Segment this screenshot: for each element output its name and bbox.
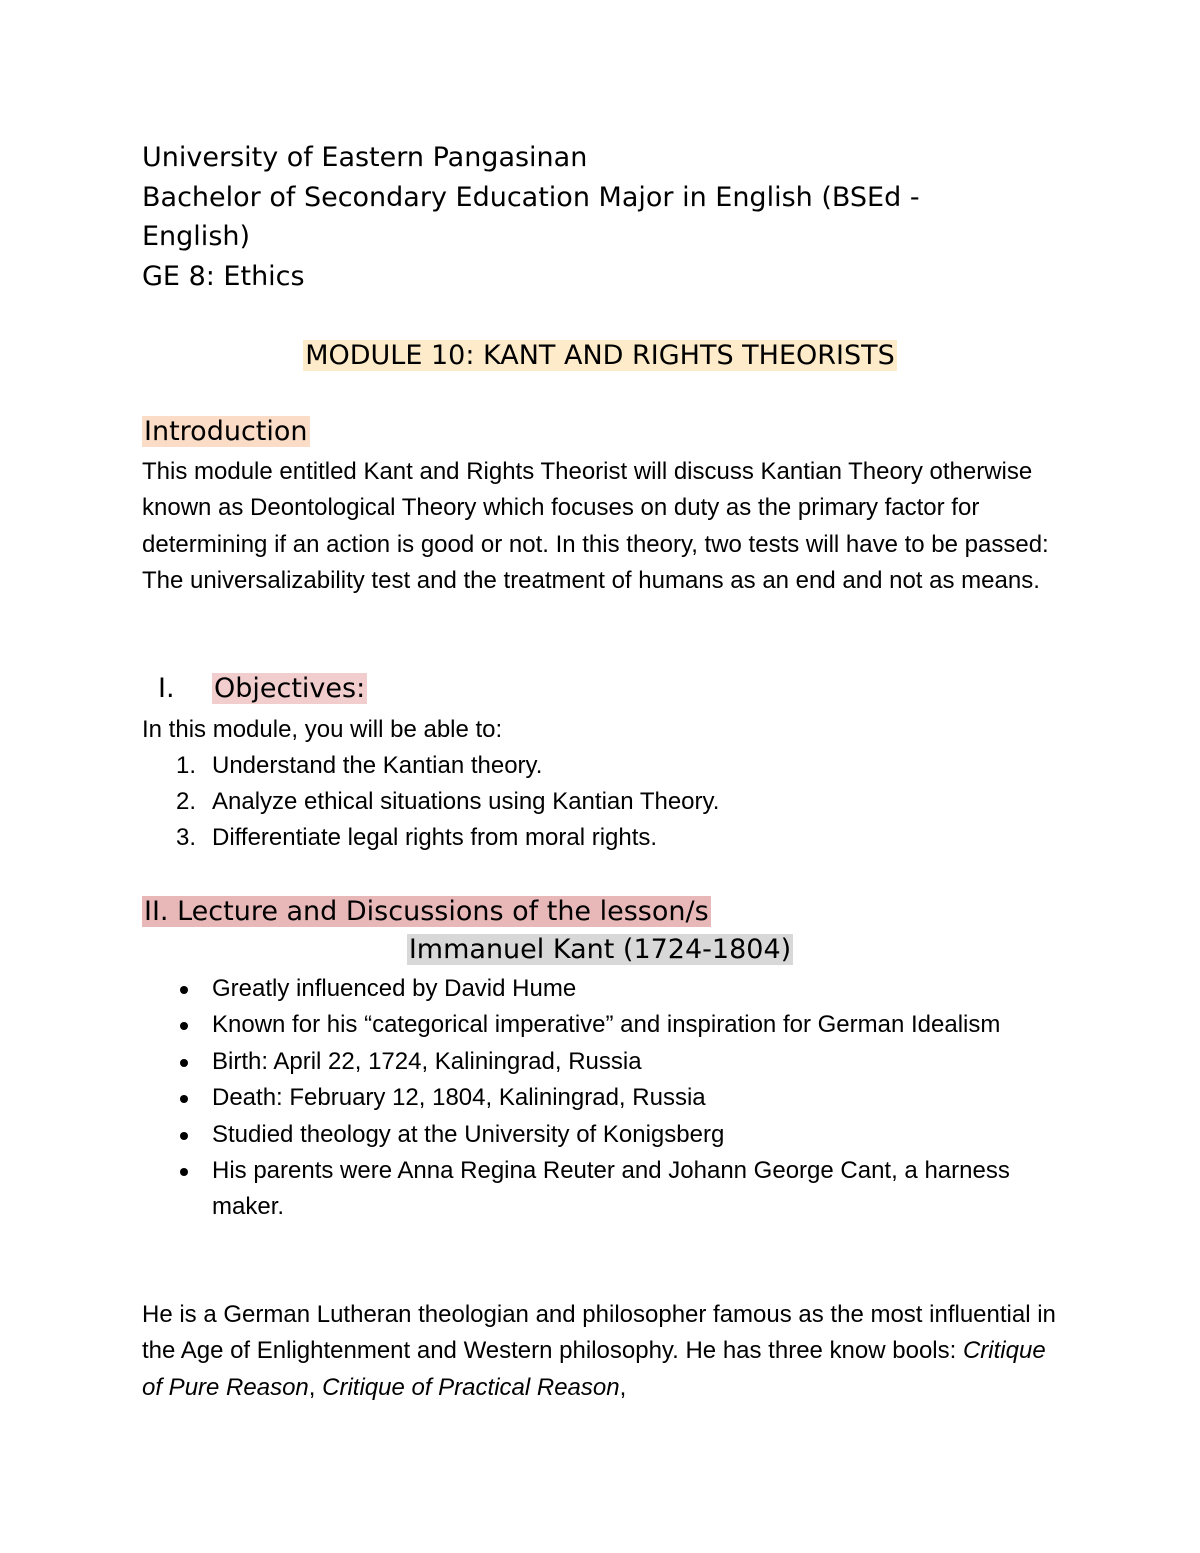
objective-number: 1. bbox=[176, 752, 197, 779]
list-item-text: Birth: April 22, 1724, Kaliningrad, Russia bbox=[212, 1047, 642, 1075]
objectives-heading-row bbox=[142, 670, 1062, 708]
objective-item bbox=[142, 784, 1062, 820]
book-separator: , bbox=[308, 1373, 323, 1401]
list-item-text: His parents were Anna Regina Reuter and Johann George Cant, a harness maker. bbox=[212, 1157, 1010, 1221]
objective-number: 2. bbox=[176, 788, 197, 815]
kant-heading: Immanuel Kant (1724-1804) bbox=[408, 934, 792, 965]
program-line-2: English) bbox=[142, 221, 251, 252]
objectives-list bbox=[142, 748, 1062, 856]
objective-number: 3. bbox=[176, 824, 197, 851]
objective-text: Differentiate legal rights from moral rights. bbox=[212, 824, 658, 851]
module-title: MODULE 10: KANT AND RIGHTS THEORISTS bbox=[305, 340, 895, 371]
list-item bbox=[142, 1117, 1082, 1153]
bullet-icon bbox=[180, 986, 188, 994]
list-item-text: Greatly influenced by David Hume bbox=[212, 975, 577, 1002]
document-header bbox=[142, 138, 1062, 296]
bullet-icon bbox=[180, 1095, 188, 1103]
kant-heading-row bbox=[0, 931, 1200, 969]
introduction-paragraph: This module entitled Kant and Rights Theorist will discuss Kantian Theory otherwise known as Deontological Theory which focuses on duty as the primary factor for determining if an action is good or not. In this theory, two tests will have to be passed: The universalizability test and the treatment of humans as an end and not as means. bbox=[142, 458, 1049, 595]
objectives-heading: Objectives: bbox=[214, 673, 366, 704]
lecture-heading: II. Lecture and Discussions of the lesson/s bbox=[144, 896, 709, 927]
lecture-heading-row bbox=[142, 893, 1062, 931]
list-item bbox=[142, 1080, 1082, 1116]
university-name: University of Eastern Pangasinan bbox=[142, 142, 588, 173]
kant-facts-list bbox=[142, 971, 1062, 1226]
kant-description-paragraph bbox=[142, 1297, 1072, 1406]
module-title-row bbox=[0, 337, 1200, 375]
list-item-text: Death: February 12, 1804, Kaliningrad, Russia bbox=[212, 1084, 706, 1112]
objective-text: Understand the Kantian theory. bbox=[212, 752, 543, 779]
objective-text: Analyze ethical situations using Kantian Theory. bbox=[212, 788, 720, 815]
objectives-intro: In this module, you will be able to: bbox=[142, 716, 503, 743]
list-item bbox=[142, 971, 1082, 1007]
bullet-icon bbox=[180, 1132, 188, 1140]
list-item bbox=[142, 1044, 1082, 1080]
list-item-text: Studied theology at the University of Konigsberg bbox=[212, 1120, 725, 1148]
kant-description-text: He is a German Lutheran theologian and philosopher famous as the most influential in the Age of Enlightenment and Western philosophy. He has three know bools: bbox=[142, 1301, 1056, 1365]
bullet-icon bbox=[180, 1168, 188, 1176]
list-item-text: Known for his “categorical imperative” and inspiration for German Idealism bbox=[212, 1011, 1001, 1039]
book-title-practical-reason: Critique of Practical Reason bbox=[322, 1373, 620, 1401]
introduction-heading-row bbox=[142, 413, 1062, 451]
trailing-comma: , bbox=[619, 1373, 627, 1401]
list-item bbox=[142, 1007, 1082, 1043]
course-title: GE 8: Ethics bbox=[142, 260, 305, 292]
bullet-icon bbox=[180, 1059, 188, 1067]
objectives-numeral: I. bbox=[158, 673, 175, 704]
objective-item bbox=[142, 748, 1062, 784]
book-title-pure-reason: Critique of Pure Reason bbox=[142, 1337, 1046, 1401]
list-item bbox=[142, 1153, 1082, 1226]
program-line-1: Bachelor of Secondary Education Major in English (BSEd - bbox=[142, 181, 920, 213]
objective-item bbox=[142, 820, 1062, 856]
introduction-heading: Introduction bbox=[144, 416, 308, 447]
bullet-icon bbox=[180, 1022, 188, 1030]
